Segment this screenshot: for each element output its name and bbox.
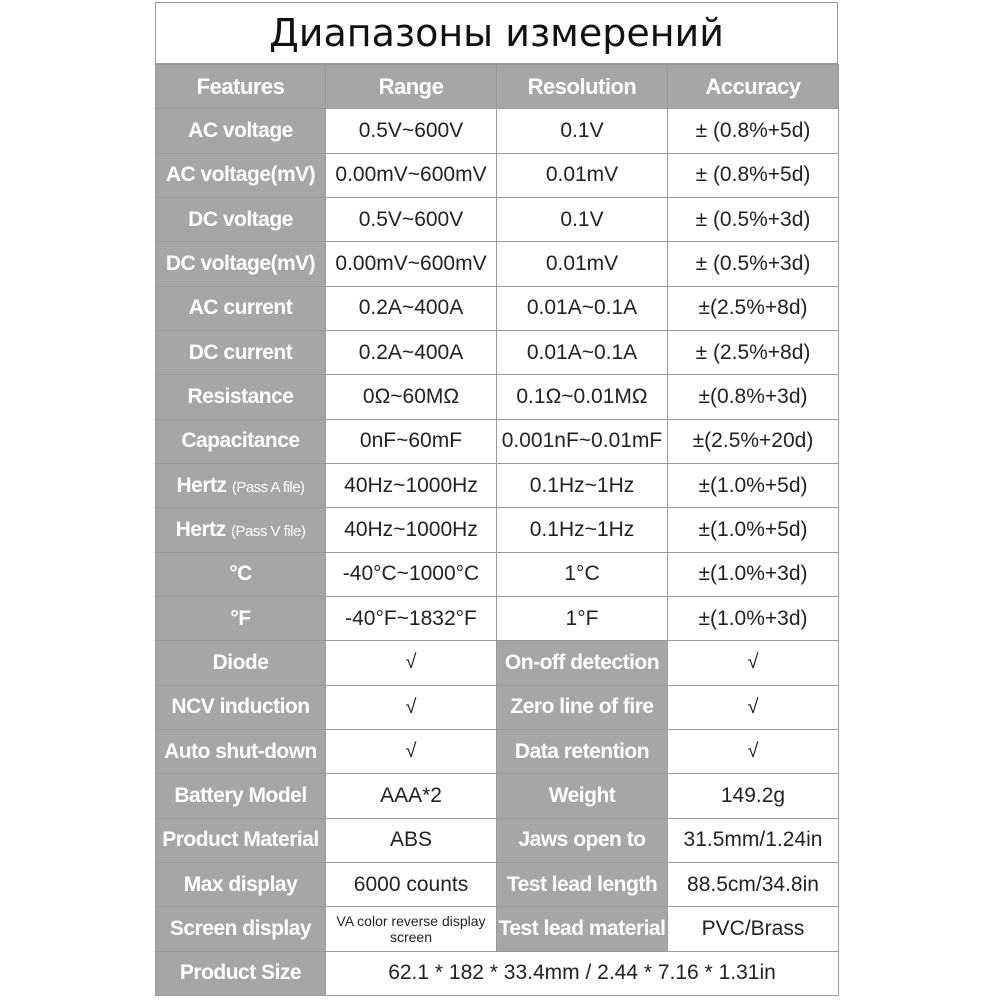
check-mark: √: [668, 641, 839, 685]
check-mark: √: [326, 641, 497, 685]
accuracy-cell: ± (2.5%+8d): [668, 330, 839, 374]
header-range: Range: [326, 65, 497, 109]
table-row: [156, 818, 839, 862]
accuracy-cell: ±(2.5%+8d): [668, 286, 839, 330]
pair-label-cell: Test lead length: [497, 862, 668, 906]
range-cell: 0.5V~600V: [326, 197, 497, 241]
resolution-cell: 0.001nF~0.01mF: [497, 419, 668, 463]
feature-cell: AC voltage: [156, 109, 326, 153]
feature-label: Hertz: [176, 473, 227, 497]
feature-cell: AC current: [156, 286, 326, 330]
pair-value-cell: VA color reverse display screen: [326, 907, 497, 951]
pair-label-cell: Diode: [156, 641, 326, 685]
pair-label-cell: On-off detection: [497, 641, 668, 685]
table-row: [156, 552, 839, 596]
range-cell: 40Hz~1000Hz: [326, 508, 497, 552]
pair-value-cell: 6000 counts: [326, 862, 497, 906]
feature-cell: DC voltage(mV): [156, 242, 326, 286]
accuracy-cell: ±(1.0%+5d): [668, 508, 839, 552]
resolution-cell: 1°F: [497, 596, 668, 640]
feature-cell: DC current: [156, 330, 326, 374]
size-value-cell: 62.1 * 182 * 33.4mm / 2.44 * 7.16 * 1.31in: [326, 951, 839, 995]
page-title: Диапазоны измерений: [155, 2, 838, 64]
table-row: [156, 951, 839, 995]
resolution-cell: 0.1V: [497, 109, 668, 153]
pair-label-cell: Battery Model: [156, 774, 326, 818]
range-cell: 0nF~60mF: [326, 419, 497, 463]
check-mark: √: [668, 729, 839, 773]
pair-label-cell: Auto shut-down: [156, 729, 326, 773]
pair-label-cell: Jaws open to: [497, 818, 668, 862]
table-row: [156, 862, 839, 906]
resolution-cell: 1°C: [497, 552, 668, 596]
accuracy-cell: ±(1.0%+3d): [668, 552, 839, 596]
table-row: [156, 242, 839, 286]
feature-cell: AC voltage(mV): [156, 153, 326, 197]
feature-cell: DC voltage: [156, 197, 326, 241]
resolution-cell: 0.1Hz~1Hz: [497, 508, 668, 552]
pair-value-cell: ABS: [326, 818, 497, 862]
range-cell: 40Hz~1000Hz: [326, 463, 497, 507]
feature-note: (Pass V file): [231, 522, 306, 540]
resolution-cell: 0.1Hz~1Hz: [497, 463, 668, 507]
pair-label-cell: Product Material: [156, 818, 326, 862]
check-mark: √: [326, 729, 497, 773]
resolution-cell: 0.01mV: [497, 242, 668, 286]
resolution-cell: 0.01mV: [497, 153, 668, 197]
table-row: [156, 109, 839, 153]
feature-cell: [156, 463, 326, 507]
feature-cell: [156, 508, 326, 552]
range-cell: 0.00mV~600mV: [326, 153, 497, 197]
pair-value-cell: AAA*2: [326, 774, 497, 818]
size-label-cell: Product Size: [156, 951, 326, 995]
accuracy-cell: ± (0.8%+5d): [668, 153, 839, 197]
accuracy-cell: ±(1.0%+3d): [668, 596, 839, 640]
pair-label-cell: Screen display: [156, 907, 326, 951]
resolution-cell: 0.01A~0.1A: [497, 286, 668, 330]
table-row: [156, 641, 839, 685]
range-cell: 0.5V~600V: [326, 109, 497, 153]
pair-value-cell: PVC/Brass: [668, 907, 839, 951]
table-row: [156, 508, 839, 552]
header-features: Features: [156, 65, 326, 109]
check-mark: √: [326, 685, 497, 729]
range-cell: -40°C~1000°C: [326, 552, 497, 596]
table-row: [156, 330, 839, 374]
range-cell: -40°F~1832°F: [326, 596, 497, 640]
pair-value-cell: 149.2g: [668, 774, 839, 818]
check-mark: √: [668, 685, 839, 729]
table-row: [156, 419, 839, 463]
accuracy-cell: ± (0.8%+5d): [668, 109, 839, 153]
range-cell: 0.00mV~600mV: [326, 242, 497, 286]
pair-label-cell: Data retention: [497, 729, 668, 773]
feature-label: Hertz: [175, 517, 226, 541]
accuracy-cell: ± (0.5%+3d): [668, 242, 839, 286]
table-row: [156, 153, 839, 197]
resolution-cell: 0.1Ω~0.01MΩ: [497, 375, 668, 419]
table-row: [156, 375, 839, 419]
range-cell: 0Ω~60MΩ: [326, 375, 497, 419]
feature-note: (Pass A file): [231, 478, 305, 496]
accuracy-cell: ±(0.8%+3d): [668, 375, 839, 419]
feature-cell: Resistance: [156, 375, 326, 419]
header-row: [156, 65, 839, 109]
table-row: [156, 685, 839, 729]
accuracy-cell: ±(2.5%+20d): [668, 419, 839, 463]
table-row: [156, 197, 839, 241]
accuracy-cell: ±(1.0%+5d): [668, 463, 839, 507]
pair-label-cell: Max display: [156, 862, 326, 906]
header-accuracy: Accuracy: [668, 65, 839, 109]
table-row: [156, 774, 839, 818]
resolution-cell: 0.01A~0.1A: [497, 330, 668, 374]
table-row: [156, 596, 839, 640]
resolution-cell: 0.1V: [497, 197, 668, 241]
feature-cell: Capacitance: [156, 419, 326, 463]
table-row: [156, 286, 839, 330]
range-cell: 0.2A~400A: [326, 286, 497, 330]
pair-value-cell: 31.5mm/1.24in: [668, 818, 839, 862]
feature-cell: °C: [156, 552, 326, 596]
table-row: [156, 729, 839, 773]
feature-cell: °F: [156, 596, 326, 640]
pair-label-cell: Weight: [497, 774, 668, 818]
pair-label-cell: Test lead material: [497, 907, 668, 951]
range-cell: 0.2A~400A: [326, 330, 497, 374]
pair-label-cell: NCV induction: [156, 685, 326, 729]
pair-value-cell: 88.5cm/34.8in: [668, 862, 839, 906]
accuracy-cell: ± (0.5%+3d): [668, 197, 839, 241]
header-resolution: Resolution: [497, 65, 668, 109]
table-row: [156, 463, 839, 507]
table-row: [156, 907, 839, 951]
pair-label-cell: Zero line of fire: [497, 685, 668, 729]
spec-table: [155, 64, 839, 996]
